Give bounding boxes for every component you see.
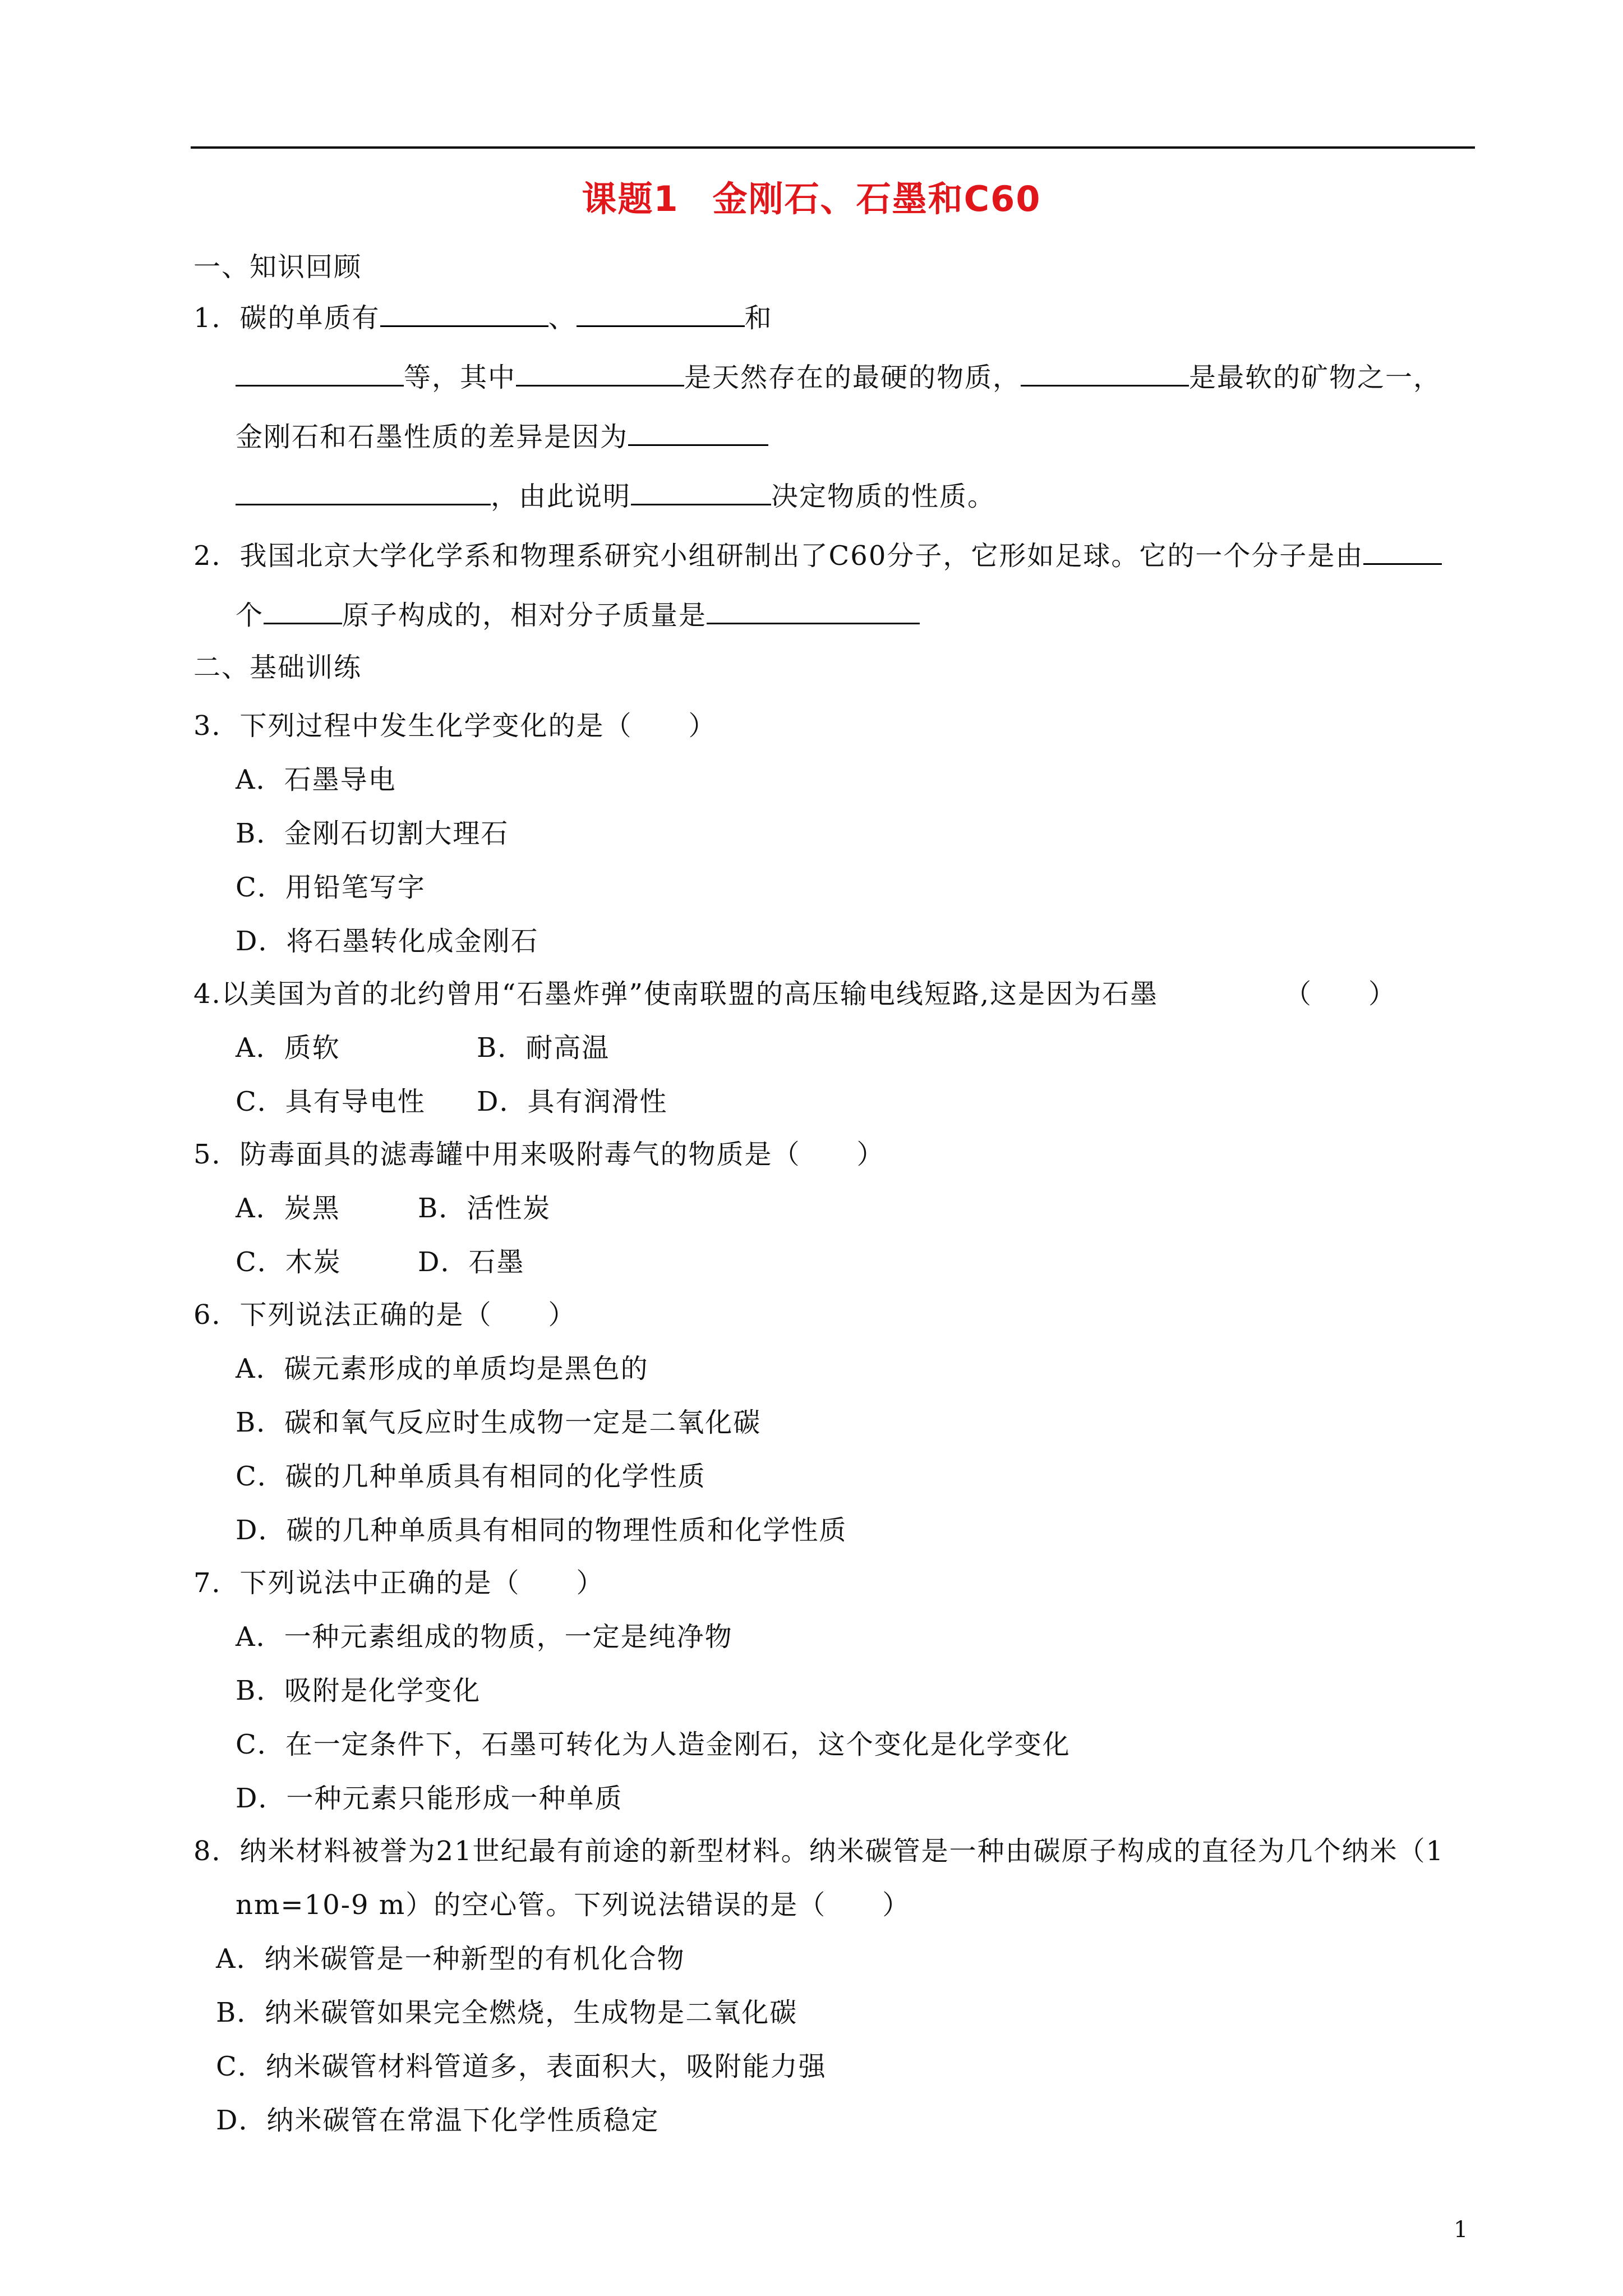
option-d: D．碳的几种单质具有相同的物理性质和化学性质 xyxy=(236,1515,847,1546)
question-2-line-1: 2．我国北京大学化学系和物理系研究小组研制出了C60分子，它形如足球。它的一个分子是由 xyxy=(193,539,1442,573)
answer-blank[interactable] xyxy=(707,598,920,624)
question-3-stem: 3．下列过程中发生化学变化的是（ ） xyxy=(193,710,717,742)
title-lesson: 课题1 xyxy=(582,178,679,219)
answer-blank[interactable] xyxy=(1021,360,1189,386)
option-a: A．纳米碳管是一种新型的有机化合物 xyxy=(216,1943,685,1975)
title-topic: 金刚石、石墨和C60 xyxy=(712,178,1041,219)
option-d: D．纳米碳管在常温下化学性质稳定 xyxy=(216,2105,660,2136)
answer-blank[interactable] xyxy=(628,420,768,446)
option-c: C．具有导电性 xyxy=(236,1086,426,1117)
section-heading: 一、知识回顾 xyxy=(193,251,362,283)
option-b: B．吸附是化学变化 xyxy=(236,1675,481,1706)
answer-blank[interactable] xyxy=(236,479,491,505)
question-8-stem-line-1: 8．纳米材料被誉为21世纪最有前途的新型材料。纳米碳管是一种由碳原子构成的直径为几个纳米（1 xyxy=(193,1835,1445,1867)
question-7-stem: 7．下列说法中正确的是（ ） xyxy=(193,1567,605,1599)
answer-blank[interactable] xyxy=(1363,539,1442,565)
option-d: D．具有润滑性 xyxy=(477,1086,668,1117)
option-c: C．木炭 xyxy=(236,1246,342,1278)
answer-blank[interactable] xyxy=(631,479,771,505)
question-1-line-4: ，由此说明 决定物质的性质。 xyxy=(236,479,995,513)
option-c: C．用铅笔写字 xyxy=(236,872,426,903)
answer-parentheses: （ ） xyxy=(1284,978,1397,1010)
option-a: A．碳元素形成的单质均是黑色的 xyxy=(236,1353,649,1384)
option-d: D．将石墨转化成金刚石 xyxy=(236,926,539,957)
answer-blank[interactable] xyxy=(264,598,342,624)
page-number: 1 xyxy=(1454,2217,1468,2243)
option-d: D．一种元素只能形成一种单质 xyxy=(236,1783,623,1814)
option-c: C．在一定条件下，石墨可转化为人造金刚石，这个变化是化学变化 xyxy=(236,1729,1071,1760)
option-b: B．耐高温 xyxy=(477,1032,610,1064)
page-title xyxy=(0,171,1623,221)
answer-blank[interactable] xyxy=(380,301,548,327)
option-a: A．质软 xyxy=(236,1032,340,1064)
question-1-line-1: 1．碳的单质有 、 和 xyxy=(193,301,773,335)
answer-blank[interactable] xyxy=(577,301,745,327)
question-8-stem-line-2: nm=10-9 m）的空心管。下列说法错误的是（ ） xyxy=(236,1889,911,1921)
option-a: A．一种元素组成的物质，一定是纯净物 xyxy=(236,1621,733,1653)
option-c: C．碳的几种单质具有相同的化学性质 xyxy=(236,1461,706,1492)
answer-blank[interactable] xyxy=(516,360,684,386)
question-1-line-2: 等，其中 是天然存在的最硬的物质， 是最软的矿物之一， xyxy=(236,360,1441,394)
option-b: B．纳米碳管如果完全燃烧，生成物是二氧化碳 xyxy=(216,1997,798,2028)
question-5-stem: 5．防毒面具的滤毒罐中用来吸附毒气的物质是（ ） xyxy=(193,1139,885,1170)
option-a: A．炭黑 xyxy=(236,1193,340,1224)
option-c: C．纳米碳管材料管道多，表面积大，吸附能力强 xyxy=(216,2051,827,2082)
section-heading: 二、基础训练 xyxy=(193,652,362,683)
option-d: D．石墨 xyxy=(418,1246,525,1278)
answer-blank[interactable] xyxy=(236,360,404,386)
question-4-stem: 4.以美国为首的北约曾用“石墨炸弹”使南联盟的高压输电线短路,这是因为石墨 xyxy=(193,978,1159,1010)
option-b: B．碳和氧气反应时生成物一定是二氧化碳 xyxy=(236,1407,762,1438)
question-6-stem: 6．下列说法正确的是（ ） xyxy=(193,1299,577,1331)
header-rule xyxy=(191,146,1475,149)
question-1-line-3: 金刚石和石墨性质的差异是因为 xyxy=(236,420,768,454)
question-2-line-2: 个 原子构成的，相对分子质量是 xyxy=(236,598,920,632)
option-a: A．石墨导电 xyxy=(236,764,396,795)
option-b: B．活性炭 xyxy=(418,1193,551,1224)
option-b: B．金刚石切割大理石 xyxy=(236,818,509,849)
